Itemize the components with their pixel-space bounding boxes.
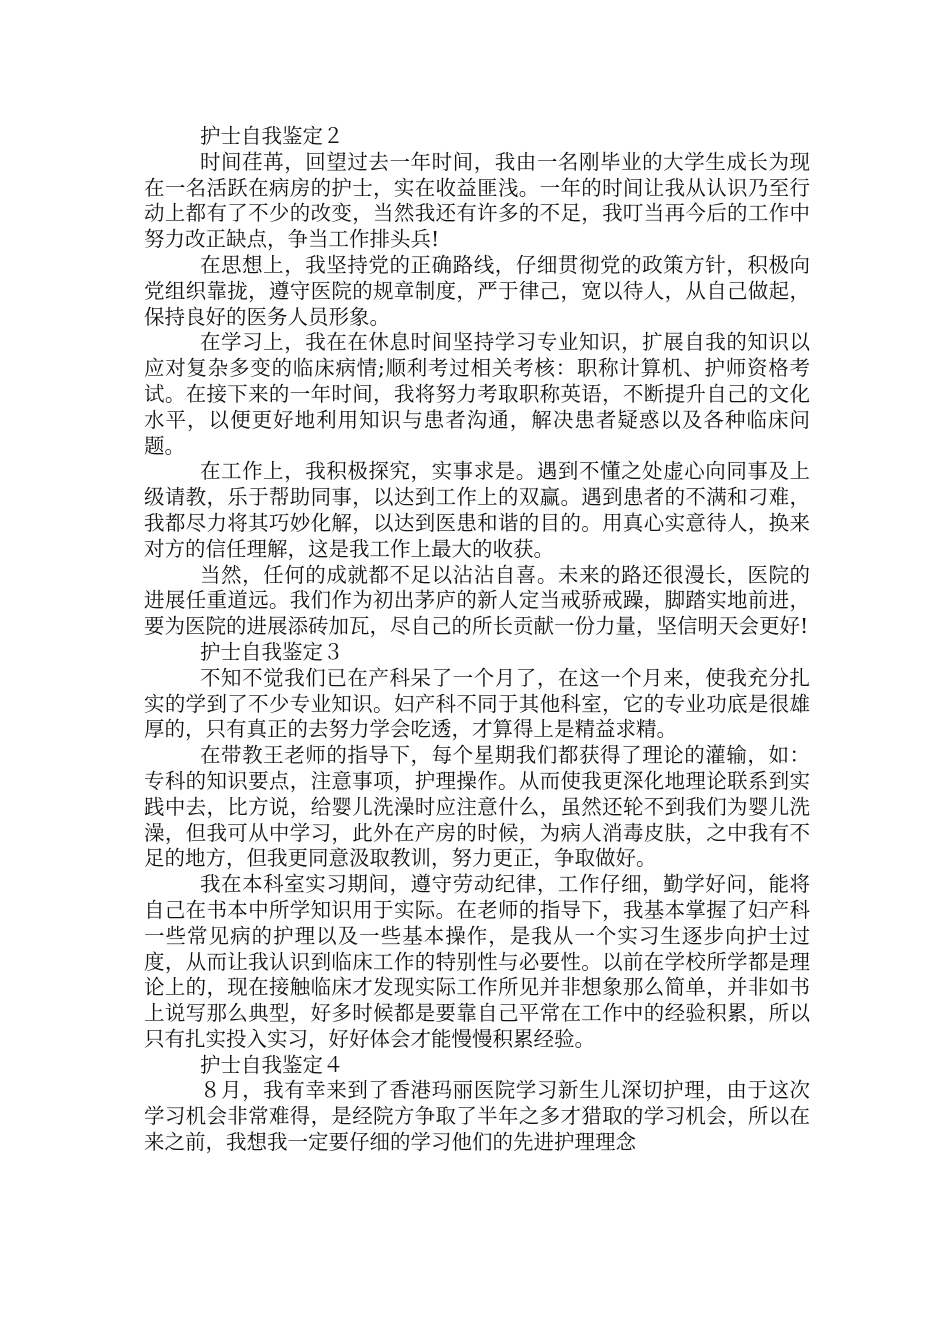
section-heading: 护士自我鉴定４: [200, 1052, 344, 1077]
section-heading: 护士自我鉴定２: [200, 124, 344, 148]
paragraph: 当然，任何的成就都不足以沾沾自喜。未来的路还很漫长，医院的进展任重道远。我们作为初出茅庐的新人定当戒骄戒躁，脚踏实地前进，要为医院的进展添砖加瓦，尽自己的所长贡献一份力量，坚信明天会更好!: [144, 562, 810, 639]
paragraph: 时间荏苒，回望过去一年时间，我由一名刚毕业的大学生成长为现在一名活跃在病房的护士，实在收益匪浅。一年的时间让我从认识乃至行动上都有了不少的改变，当然我还有许多的不足，我叮当再今后的工作中努力改正缺点，争当工作排头兵!: [144, 149, 810, 252]
paragraph: 不知不觉我们已在产科呆了一个月了，在这一个月来，使我充分扎实的学到了不少专业知识。妇产科不同于其他科室，它的专业功底是很雄厚的，只有真正的去努力学会吃透，才算得上是精益求精。: [144, 665, 810, 742]
paragraph: ８月，我有幸来到了香港玛丽医院学习新生儿深切护理，由于这次学习机会非常难得，是经院方争取了半年之多才猎取的学习机会，所以在来之前，我想我一定要仔细的学习他们的先进护理理念: [144, 1078, 810, 1155]
paragraph: 在思想上，我坚持党的正确路线，仔细贯彻党的政策方针，积极向党组织靠拢，遵守医院的规章制度，严于律己，宽以待人，从自己做起，保持良好的医务人员形象。: [144, 252, 810, 329]
paragraph: 在带教王老师的指导下，每个星期我们都获得了理论的灌输，如：专科的知识要点，注意事项，护理操作。从而使我更深化地理论联系到实践中去，比方说，给婴儿洗澡时应注意什么，虽然还轮不到我们为婴儿洗澡，但我可从中学习，此外在产房的时候，为病人消毒皮肤，之中我有不足的地方，但我更同意汲取教训，努力更正，争取做好。: [144, 743, 810, 871]
paragraph: 在工作上，我积极探究，实事求是。遇到不懂之处虚心向同事及上级请教，乐于帮助同事，以达到工作上的双赢。遇到患者的不满和刁难，我都尽力将其巧妙化解，以达到医患和谐的目的。用真心实意待人，换来对方的信任理解，这是我工作上最大的收获。: [144, 459, 810, 561]
paragraph: 在学习上，我在在休息时间坚持学习专业知识，扩展自我的知识以应对复杂多变的临床病情;顺利考过相关考核：职称计算机、护师资格考试。在接下来的一年时间，我将努力考取职称英语，不断提升自己的文化水平，以便更好地利用知识与患者沟通，解决患者疑惑以及各种临床问题。: [144, 330, 810, 458]
document-page: [144, 124, 810, 1156]
paragraph: 我在本科室实习期间，遵守劳动纪律，工作仔细，勤学好问，能将自己在书本中所学知识用于实际。在老师的指导下，我基本掌握了妇产科一些常见病的护理以及一些基本操作，是我从一个实习生逐步向护士过度，从而让我认识到临床工作的特别性与必要性。以前在学校所学都是理论上的，现在接触临床才发现实际工作所见并非想象那么简单，并非如书上说写那么典型，好多时候都是要靠自己平常在工作中的经验积累，所以只有扎实投入实习，好好体会才能慢慢积累经验。: [144, 872, 810, 1051]
section-heading: 护士自我鉴定３: [200, 639, 344, 664]
